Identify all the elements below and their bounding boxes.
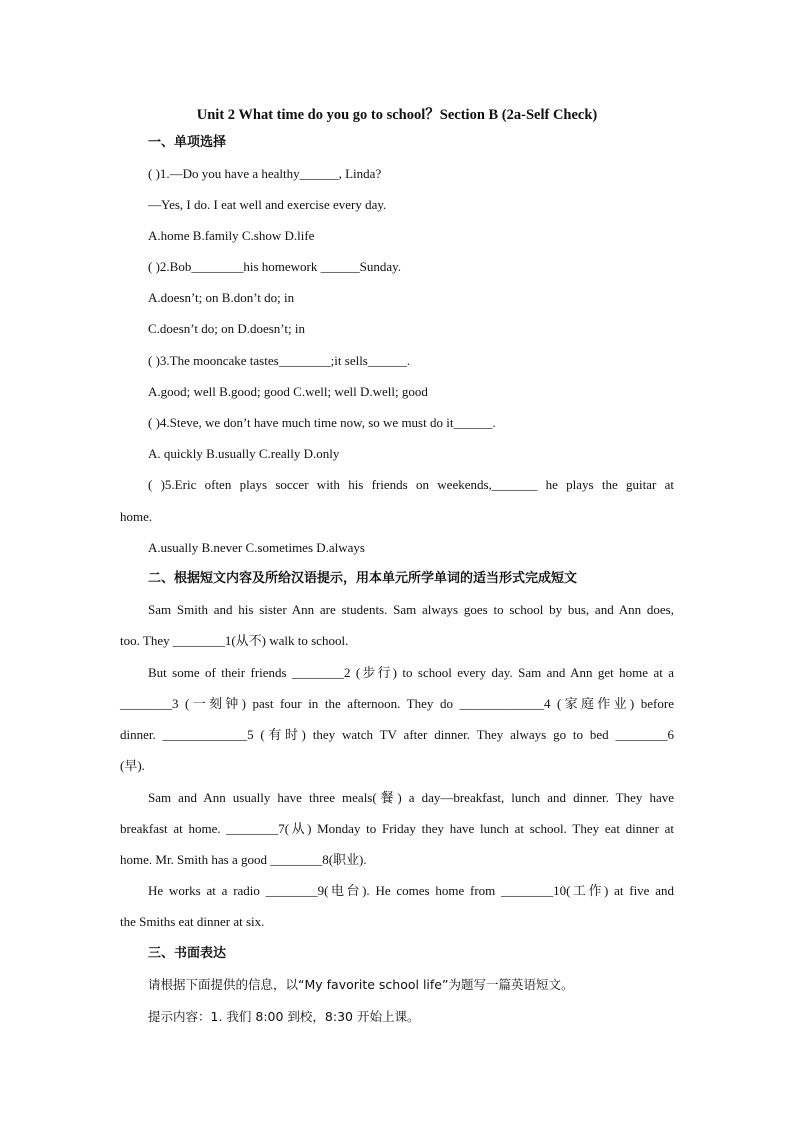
writing-instruction: 请根据下面提供的信息，以“My favorite school life”为题写一篇英语短文。 (148, 977, 574, 992)
question-2: ( )2.Bob________his homework ______Sunday. (148, 259, 402, 274)
question-5-continued: home. (120, 509, 153, 524)
question-1: ( )1.—Do you have a healthy______, Linda? (148, 166, 382, 181)
passage-line: Sam Smith and his sister Ann are students. Sam always goes to school by bus, and Ann does, (148, 602, 674, 617)
question-2-options-ab: A.doesn’t; on B.don’t do; in (148, 290, 295, 305)
passage-line: too. They ________1(从不) walk to school. (120, 633, 349, 648)
passage-line: But some of their friends ________2 (步行) to school every day. Sam and Ann get home at a (148, 665, 674, 680)
passage-line: home. Mr. Smith has a good ________8(职业). (120, 852, 367, 867)
passage-line: (早). (120, 758, 145, 773)
section-2-heading: 二、根据短文内容及所给汉语提示，用本单元所学单词的适当形式完成短文 (148, 571, 578, 586)
question-4-options: A. quickly B.usually C.really D.only (148, 446, 340, 461)
passage-line: He works at a radio ________9(电台). He comes home from ________10(工作) at five and (148, 883, 674, 898)
question-4: ( )4.Steve, we don’t have much time now, so we must do it______. (148, 415, 496, 430)
question-1-reply: —Yes, I do. I eat well and exercise every day. (148, 197, 387, 212)
question-1-options: A.home B.family C.show D.life (148, 228, 315, 243)
question-3-options: A.good; well B.good; good C.well; well D.well; good (148, 384, 428, 399)
passage-line: dinner. _____________5 (有时) they watch TV after dinner. They always go to bed ________6 (120, 727, 674, 742)
question-3: ( )3.The mooncake tastes________;it sells______. (148, 353, 411, 368)
question-5-options: A.usually B.never C.sometimes D.always (148, 540, 365, 555)
question-2-options-cd: C.doesn’t do; on D.doesn’t; in (148, 321, 305, 336)
passage-line: Sam and Ann usually have three meals(餐) a day—breakfast, lunch and dinner. They have (148, 790, 674, 805)
question-5: ( )5.Eric often plays soccer with his friends on weekends,_______ he plays the guitar at (148, 477, 674, 492)
section-3-heading: 三、书面表达 (148, 946, 227, 961)
passage-line: ________3 (一刻钟) past four in the afternoon. They do _____________4 (家庭作业) before (120, 696, 674, 711)
passage-line: the Smiths eat dinner at six. (120, 914, 265, 929)
writing-hint: 提示内容：1. 我们 8:00 到校，8:30 开始上课。 (148, 1009, 420, 1024)
section-1-heading: 一、单项选择 (148, 135, 227, 150)
passage-line: breakfast at home. ________7(从) Monday to Friday they have lunch at school. They eat dinner at (120, 821, 674, 836)
worksheet-title: Unit 2 What time do you go to school？Section B (2a-Self Check) (196, 107, 598, 123)
